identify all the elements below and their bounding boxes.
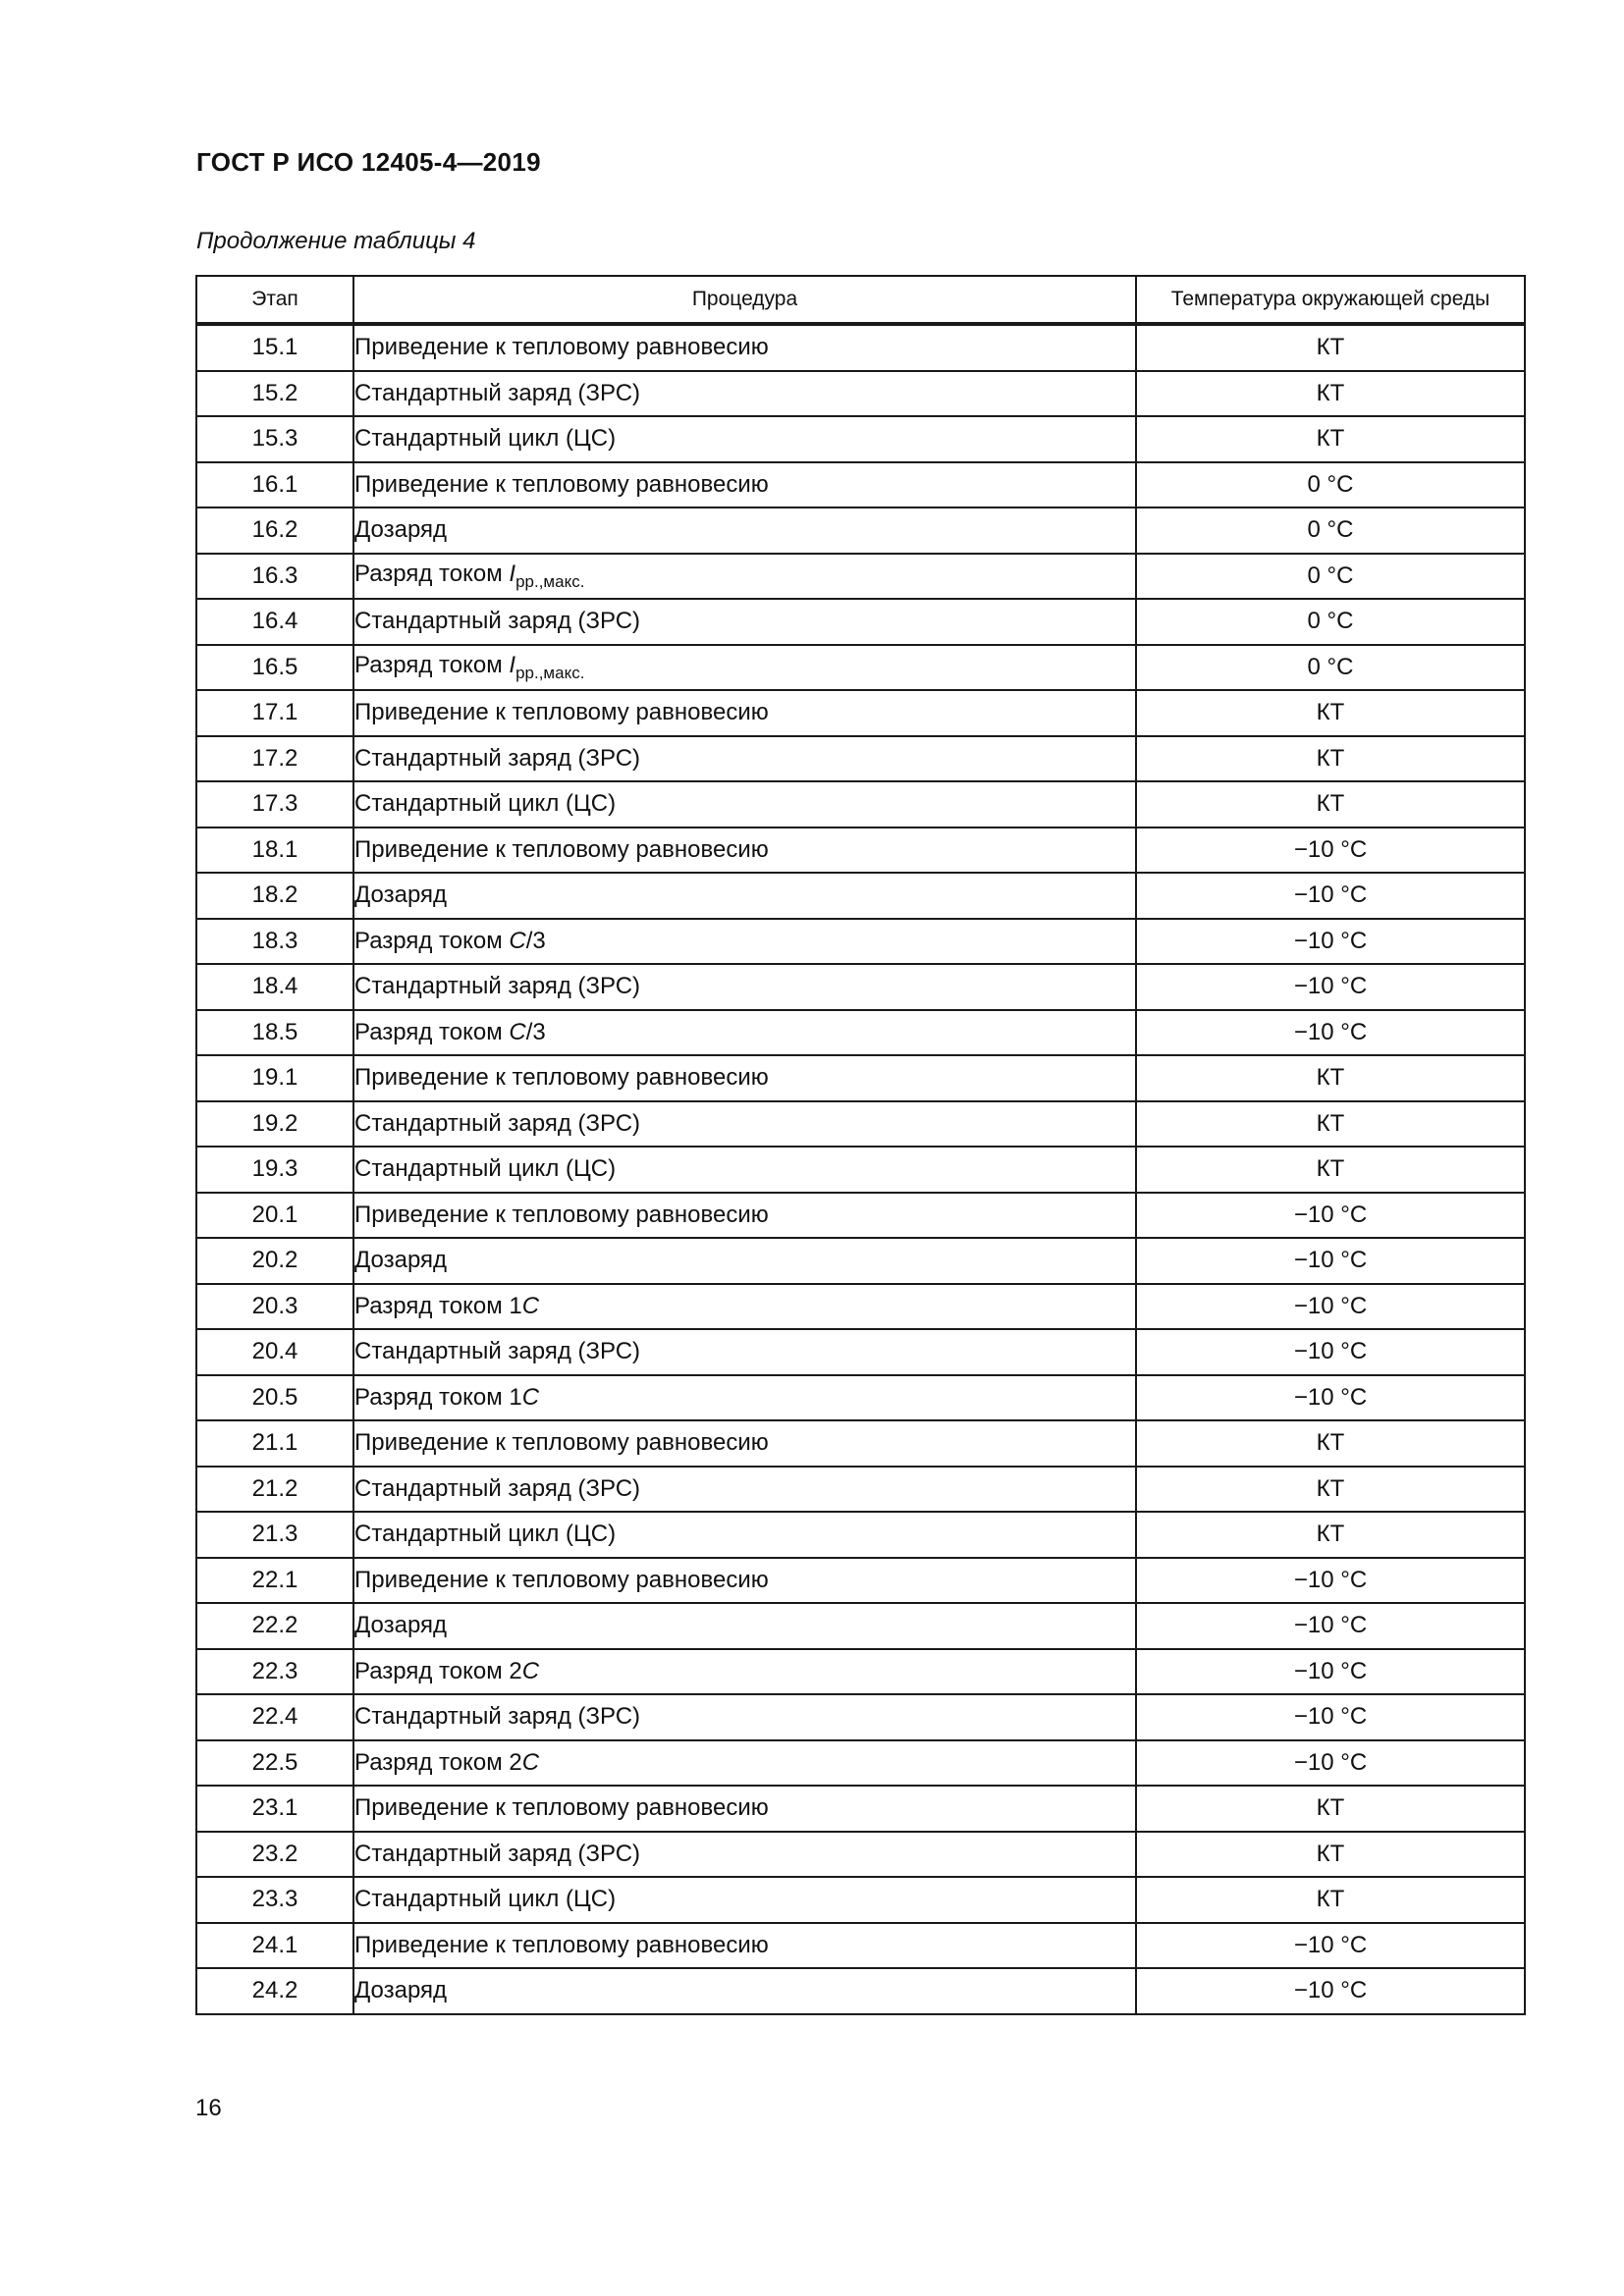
cell-temperature: КТ: [1136, 1877, 1525, 1923]
table-row: [196, 1193, 1525, 1239]
cell-step: 22.5: [196, 1740, 353, 1787]
procedure-text: Дозаряд: [354, 1977, 448, 2004]
cell-step: 19.1: [196, 1055, 353, 1101]
procedure-text: Приведение к тепловому равновесию: [354, 1794, 769, 1822]
cell-temperature: КТ: [1136, 690, 1525, 736]
cell-procedure: [353, 1375, 1136, 1421]
procedure-subscript: рр.,макс.: [515, 571, 585, 591]
table-row: [196, 1832, 1525, 1878]
procedure-text: Дозаряд: [354, 881, 448, 909]
table-row: [196, 1968, 1525, 2014]
cell-step: 22.2: [196, 1603, 353, 1649]
cell-procedure: [353, 781, 1136, 828]
procedure-subscript: рр.,макс.: [515, 663, 585, 682]
cell-temperature: КТ: [1136, 1467, 1525, 1513]
cell-procedure: [353, 1877, 1136, 1923]
cell-temperature: −10 °С: [1136, 1694, 1525, 1740]
cell-procedure: [353, 1649, 1136, 1695]
table-row: [196, 1467, 1525, 1513]
cell-step: 20.5: [196, 1375, 353, 1421]
cell-temperature: КТ: [1136, 324, 1525, 371]
cell-step: 24.2: [196, 1968, 353, 2014]
cell-procedure: [353, 599, 1136, 645]
procedure-text: Приведение к тепловому равновесию: [354, 699, 769, 726]
column-header-temperature: Температура окружающей среды: [1136, 276, 1525, 324]
cell-step: 16.4: [196, 599, 353, 645]
table-row: [196, 873, 1525, 919]
cell-temperature: −10 °С: [1136, 1193, 1525, 1239]
cell-step: 17.2: [196, 736, 353, 782]
procedure-text: Стандартный заряд (ЗРС): [354, 1474, 641, 1502]
table-row: [196, 690, 1525, 736]
table-row: [196, 1694, 1525, 1740]
procedure-text: Разряд током: [354, 927, 510, 954]
cell-temperature: −10 °С: [1136, 1603, 1525, 1649]
table-row: [196, 736, 1525, 782]
procedure-text: Приведение к тепловому равновесию: [354, 334, 769, 361]
procedure-variable: C: [521, 1748, 540, 1776]
cell-temperature: КТ: [1136, 1786, 1525, 1832]
cell-temperature: −10 °С: [1136, 1329, 1525, 1375]
table-row: [196, 1649, 1525, 1695]
procedure-variable: I: [509, 651, 516, 678]
procedure-text: Дозаряд: [354, 1247, 448, 1274]
cell-step: 15.2: [196, 371, 353, 417]
cell-procedure: [353, 371, 1136, 417]
table-row: [196, 1010, 1525, 1056]
cell-step: 19.2: [196, 1101, 353, 1148]
cell-procedure: [353, 554, 1136, 600]
cell-temperature: −10 °С: [1136, 1649, 1525, 1695]
procedure-text: Стандартный заряд (ЗРС): [354, 973, 641, 1000]
procedure-text: Разряд током: [354, 560, 510, 587]
procedure-text: Стандартный цикл (ЦС): [354, 425, 617, 453]
table-row: [196, 1147, 1525, 1193]
cell-procedure: [353, 324, 1136, 371]
cell-temperature: 0 °С: [1136, 507, 1525, 554]
table-row: [196, 1786, 1525, 1832]
procedure-text: Стандартный цикл (ЦС): [354, 1521, 617, 1548]
table-row: [196, 507, 1525, 554]
column-header-step: Этап: [196, 276, 353, 324]
procedure-text: Стандартный цикл (ЦС): [354, 790, 617, 818]
cell-temperature: −10 °С: [1136, 1284, 1525, 1330]
cell-procedure: [353, 690, 1136, 736]
cell-procedure: [353, 1512, 1136, 1558]
cell-step: 24.1: [196, 1923, 353, 1969]
table-row: [196, 599, 1525, 645]
cell-temperature: КТ: [1136, 371, 1525, 417]
procedure-variable: I: [509, 560, 516, 587]
cell-procedure: [353, 1193, 1136, 1239]
cell-procedure: [353, 1786, 1136, 1832]
procedure-text: Разряд током 1: [354, 1383, 522, 1411]
cell-procedure: [353, 736, 1136, 782]
cell-step: 16.2: [196, 507, 353, 554]
table-row: [196, 371, 1525, 417]
table-row: [196, 828, 1525, 874]
cell-step: 17.1: [196, 690, 353, 736]
cell-step: 18.5: [196, 1010, 353, 1056]
cell-temperature: 0 °С: [1136, 554, 1525, 600]
table-row: [196, 645, 1525, 691]
procedure-text: Стандартный заряд (ЗРС): [354, 1338, 641, 1365]
cell-procedure: [353, 645, 1136, 691]
cell-step: 21.1: [196, 1420, 353, 1467]
table-caption: Продолжение таблицы 4: [196, 228, 476, 254]
cell-step: 20.2: [196, 1238, 353, 1284]
table-row: [196, 1375, 1525, 1421]
cell-temperature: −10 °С: [1136, 1238, 1525, 1284]
table-row: [196, 781, 1525, 828]
cell-procedure: [353, 1923, 1136, 1969]
cell-step: 16.5: [196, 645, 353, 691]
procedure-text: Разряд током: [354, 651, 510, 678]
procedure-text: Стандартный заряд (ЗРС): [354, 1703, 641, 1731]
cell-procedure: [353, 507, 1136, 554]
cell-temperature: −10 °С: [1136, 1740, 1525, 1787]
table-row: [196, 919, 1525, 965]
cell-procedure: [353, 1329, 1136, 1375]
cell-step: 21.2: [196, 1467, 353, 1513]
cell-temperature: КТ: [1136, 781, 1525, 828]
table-row: [196, 1512, 1525, 1558]
procedure-text: Приведение к тепловому равновесию: [354, 1064, 769, 1092]
cell-procedure: [353, 1467, 1136, 1513]
cell-temperature: −10 °С: [1136, 1923, 1525, 1969]
procedure-text: Разряд током: [354, 1018, 510, 1045]
procedure-text: Стандартный заряд (ЗРС): [354, 379, 641, 406]
cell-step: 18.4: [196, 964, 353, 1010]
cell-step: 18.3: [196, 919, 353, 965]
cell-temperature: 0 °С: [1136, 645, 1525, 691]
table-row: [196, 1923, 1525, 1969]
table-row: [196, 1329, 1525, 1375]
cell-temperature: −10 °С: [1136, 1375, 1525, 1421]
cell-procedure: [353, 1968, 1136, 2014]
table-row: [196, 1558, 1525, 1604]
cell-procedure: [353, 828, 1136, 874]
column-header-procedure: Процедура: [353, 276, 1136, 324]
cell-step: 15.3: [196, 416, 353, 462]
cell-step: 23.3: [196, 1877, 353, 1923]
procedure-variable: C: [521, 1657, 540, 1684]
procedure-text: Приведение к тепловому равновесию: [354, 1201, 769, 1228]
table-row: [196, 462, 1525, 508]
procedure-text: Стандартный заряд (ЗРС): [354, 1109, 641, 1137]
cell-step: 22.1: [196, 1558, 353, 1604]
procedure-table: [195, 275, 1526, 2015]
cell-procedure: [353, 1101, 1136, 1148]
cell-temperature: КТ: [1136, 1832, 1525, 1878]
table-row: [196, 1055, 1525, 1101]
cell-temperature: 0 °С: [1136, 599, 1525, 645]
table-row: [196, 1420, 1525, 1467]
cell-procedure: [353, 1694, 1136, 1740]
cell-step: 20.3: [196, 1284, 353, 1330]
cell-step: 21.3: [196, 1512, 353, 1558]
procedure-text: Приведение к тепловому равновесию: [354, 1429, 769, 1457]
cell-temperature: −10 °С: [1136, 873, 1525, 919]
cell-temperature: КТ: [1136, 416, 1525, 462]
cell-step: 17.3: [196, 781, 353, 828]
cell-procedure: [353, 1603, 1136, 1649]
procedure-variable: C: [509, 927, 526, 954]
cell-procedure: [353, 1147, 1136, 1193]
document-id-header: ГОСТ Р ИСО 12405-4—2019: [196, 147, 541, 177]
procedure-text: Разряд током 2: [354, 1657, 522, 1684]
procedure-suffix: /3: [525, 927, 546, 954]
procedure-text: Дозаряд: [354, 1612, 448, 1639]
table-row: [196, 554, 1525, 600]
cell-temperature: КТ: [1136, 1420, 1525, 1467]
cell-step: 19.3: [196, 1147, 353, 1193]
cell-procedure: [353, 1010, 1136, 1056]
procedure-text: Стандартный цикл (ЦС): [354, 1886, 617, 1913]
cell-procedure: [353, 1740, 1136, 1787]
cell-procedure: [353, 416, 1136, 462]
procedure-variable: C: [509, 1018, 526, 1045]
procedure-text: Дозаряд: [354, 516, 448, 544]
cell-temperature: КТ: [1136, 1147, 1525, 1193]
procedure-suffix: /3: [525, 1018, 546, 1045]
table-row: [196, 1238, 1525, 1284]
procedure-text: Разряд током 1: [354, 1292, 522, 1319]
cell-procedure: [353, 1420, 1136, 1467]
table-row: [196, 416, 1525, 462]
cell-procedure: [353, 873, 1136, 919]
table-row: [196, 1101, 1525, 1148]
cell-step: 15.1: [196, 324, 353, 371]
procedure-text: Стандартный заряд (ЗРС): [354, 608, 641, 635]
cell-temperature: −10 °С: [1136, 1010, 1525, 1056]
cell-temperature: −10 °С: [1136, 1558, 1525, 1604]
cell-temperature: 0 °С: [1136, 462, 1525, 508]
cell-procedure: [353, 919, 1136, 965]
cell-step: 23.2: [196, 1832, 353, 1878]
cell-temperature: КТ: [1136, 1101, 1525, 1148]
table-row: [196, 1877, 1525, 1923]
cell-temperature: −10 °С: [1136, 919, 1525, 965]
procedure-text: Стандартный цикл (ЦС): [354, 1155, 617, 1183]
procedure-text: Приведение к тепловому равновесию: [354, 1931, 769, 1958]
procedure-text: Приведение к тепловому равновесию: [354, 470, 769, 498]
procedure-variable: C: [521, 1292, 540, 1319]
table-row: [196, 964, 1525, 1010]
cell-temperature: КТ: [1136, 1512, 1525, 1558]
cell-temperature: −10 °С: [1136, 964, 1525, 1010]
cell-procedure: [353, 1558, 1136, 1604]
procedure-text: Приведение к тепловому равновесию: [354, 835, 769, 863]
procedure-text: Стандартный заряд (ЗРС): [354, 744, 641, 772]
cell-step: 22.4: [196, 1694, 353, 1740]
cell-temperature: КТ: [1136, 736, 1525, 782]
procedure-text: Стандартный заряд (ЗРС): [354, 1840, 641, 1867]
procedure-text: Разряд током 2: [354, 1748, 522, 1776]
cell-procedure: [353, 1832, 1136, 1878]
table-row: [196, 1603, 1525, 1649]
cell-temperature: КТ: [1136, 1055, 1525, 1101]
cell-procedure: [353, 1238, 1136, 1284]
table-row: [196, 324, 1525, 371]
cell-step: 20.1: [196, 1193, 353, 1239]
cell-step: 16.3: [196, 554, 353, 600]
table-row: [196, 1740, 1525, 1787]
cell-procedure: [353, 462, 1136, 508]
cell-procedure: [353, 1284, 1136, 1330]
page-number: 16: [195, 2095, 222, 2121]
cell-procedure: [353, 1055, 1136, 1101]
cell-step: 22.3: [196, 1649, 353, 1695]
table-row: [196, 1284, 1525, 1330]
cell-step: 20.4: [196, 1329, 353, 1375]
cell-procedure: [353, 964, 1136, 1010]
table-header-row: [196, 276, 1525, 324]
cell-step: 23.1: [196, 1786, 353, 1832]
cell-temperature: −10 °С: [1136, 828, 1525, 874]
procedure-text: Приведение к тепловому равновесию: [354, 1566, 769, 1593]
cell-step: 18.1: [196, 828, 353, 874]
cell-step: 18.2: [196, 873, 353, 919]
table-body: [196, 324, 1525, 2014]
procedure-variable: C: [521, 1383, 540, 1411]
cell-step: 16.1: [196, 462, 353, 508]
cell-temperature: −10 °С: [1136, 1968, 1525, 2014]
